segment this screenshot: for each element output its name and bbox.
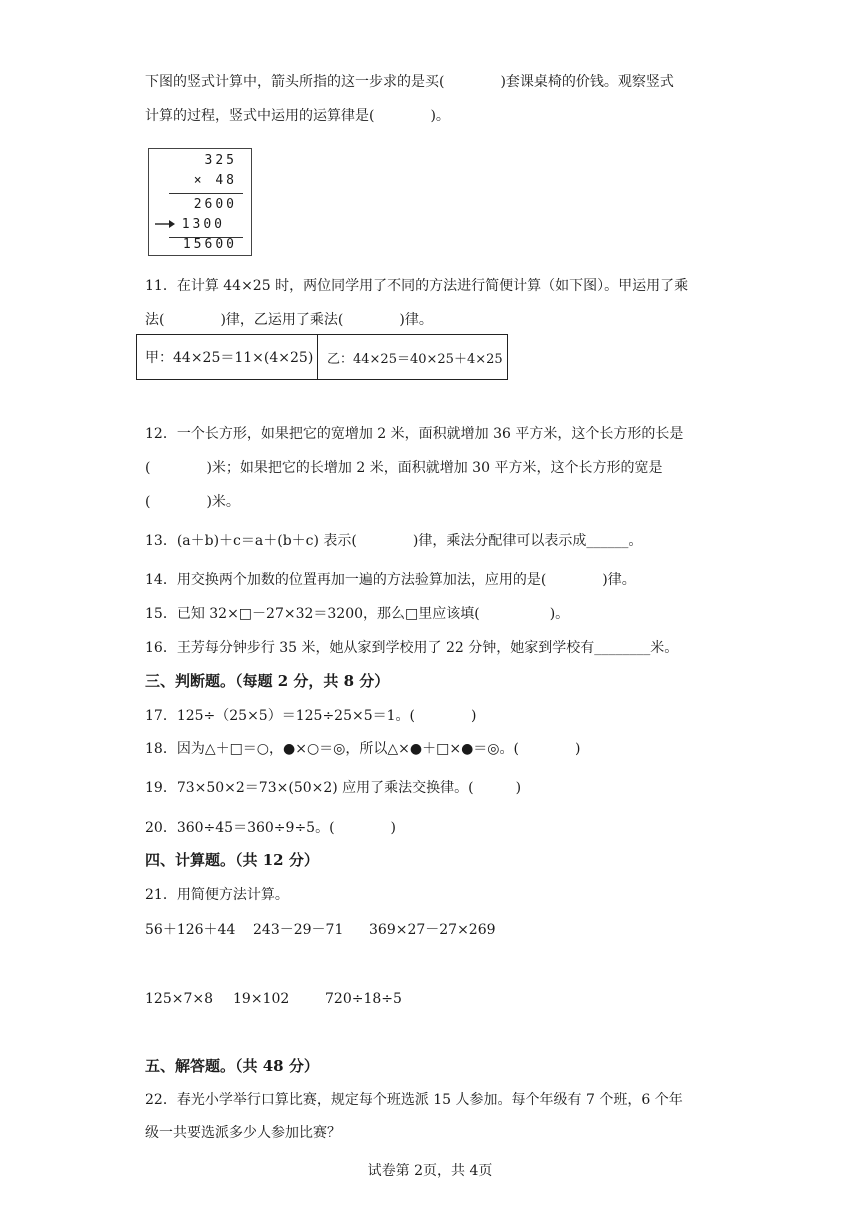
arrow-right-icon — [155, 219, 175, 229]
vcalc-partial-2: 1300 — [181, 217, 225, 232]
vcalc-line-1 — [169, 193, 243, 194]
q21-expr-5: 19×102 — [233, 991, 290, 1007]
vcalc-multiplier: × 48 — [193, 173, 237, 188]
q14: 14．用交换两个加数的位置再加一遍的方法验算加法，应用的是( )律。 — [145, 572, 636, 588]
q11-line1: 11．在计算 44×25 时，两位同学用了不同的方法进行简便计算（如下图）。甲运用了乘 — [145, 278, 689, 294]
q18: 18．因为△＋□＝○，●×○＝◎，所以△×●＋□×●＝◎。( ) — [145, 741, 581, 757]
section-4-heading: 四、计算题。（共 12 分） — [145, 851, 319, 869]
q10-line2: 计算的过程，竖式中运用的运算律是( )。 — [145, 108, 450, 124]
q16: 16．王芳每分钟步行 35 米，她从家到学校用了 22 分钟，她家到学校有________米。 — [145, 640, 679, 656]
q12-line1: 12．一个长方形，如果把它的宽增加 2 米，面积就增加 36 平方米，这个长方形的长是 — [145, 426, 684, 442]
q21-expr-2: 243－29－71 — [253, 922, 344, 938]
q15: 15．已知 32×□－27×32＝3200，那么□里应该填( )。 — [145, 606, 570, 622]
q21-expr-4: 125×7×8 — [145, 991, 213, 1007]
section-5-heading: 五、解答题。（共 48 分） — [145, 1057, 319, 1075]
vertical-calculation — [148, 148, 252, 256]
q13: 13．(a＋b)＋c＝a＋(b＋c) 表示( )律，乘法分配律可以表示成______。 — [145, 533, 643, 549]
q21-expr-1: 56＋126＋44 — [145, 922, 236, 938]
q11-method-table — [136, 334, 508, 380]
q17: 17．125÷（25×5）＝125÷25×5＝1。( ) — [145, 708, 477, 724]
vcalc-partial-1: 2600 — [193, 197, 237, 212]
table-divider — [317, 335, 318, 379]
q10-line1: 下图的竖式计算中，箭头所指的这一步求的是买( )套课桌椅的价钱。观察竖式 — [145, 74, 674, 90]
vcalc-product: 15600 — [182, 237, 237, 252]
vcalc-multiplicand: 325 — [204, 153, 237, 168]
q22-line1: 22．春光小学举行口算比赛，规定每个班选派 15 人参加。每个年级有 7 个班，6 个年 — [145, 1092, 683, 1108]
q21-expr-6: 720÷18÷5 — [325, 991, 402, 1007]
q21-expr-3: 369×27－27×269 — [369, 922, 496, 938]
q12-line3: ( )米。 — [145, 494, 240, 510]
q19: 19．73×50×2＝73×(50×2) 应用了乘法交换律。( ) — [145, 780, 522, 796]
q21-title: 21．用简便方法计算。 — [145, 887, 289, 903]
cell-yi: 乙：44×25＝40×25＋4×25 — [327, 351, 503, 367]
q11-line2: 法( )律，乙运用了乘法( )律。 — [145, 312, 433, 328]
q22-line2: 级一共要选派多少人参加比赛？ — [145, 1125, 341, 1141]
page-footer: 试卷第 2页，共 4页 — [367, 1163, 493, 1179]
cell-jia: 甲：44×25＝11×(4×25) — [145, 350, 314, 366]
q20: 20．360÷45＝360÷9÷5。( ) — [145, 820, 397, 836]
section-3-heading: 三、判断题。（每题 2 分，共 8 分） — [145, 672, 390, 690]
q12-line2: ( )米；如果把它的长增加 2 米，面积就增加 30 平方米，这个长方形的宽是 — [145, 460, 663, 476]
